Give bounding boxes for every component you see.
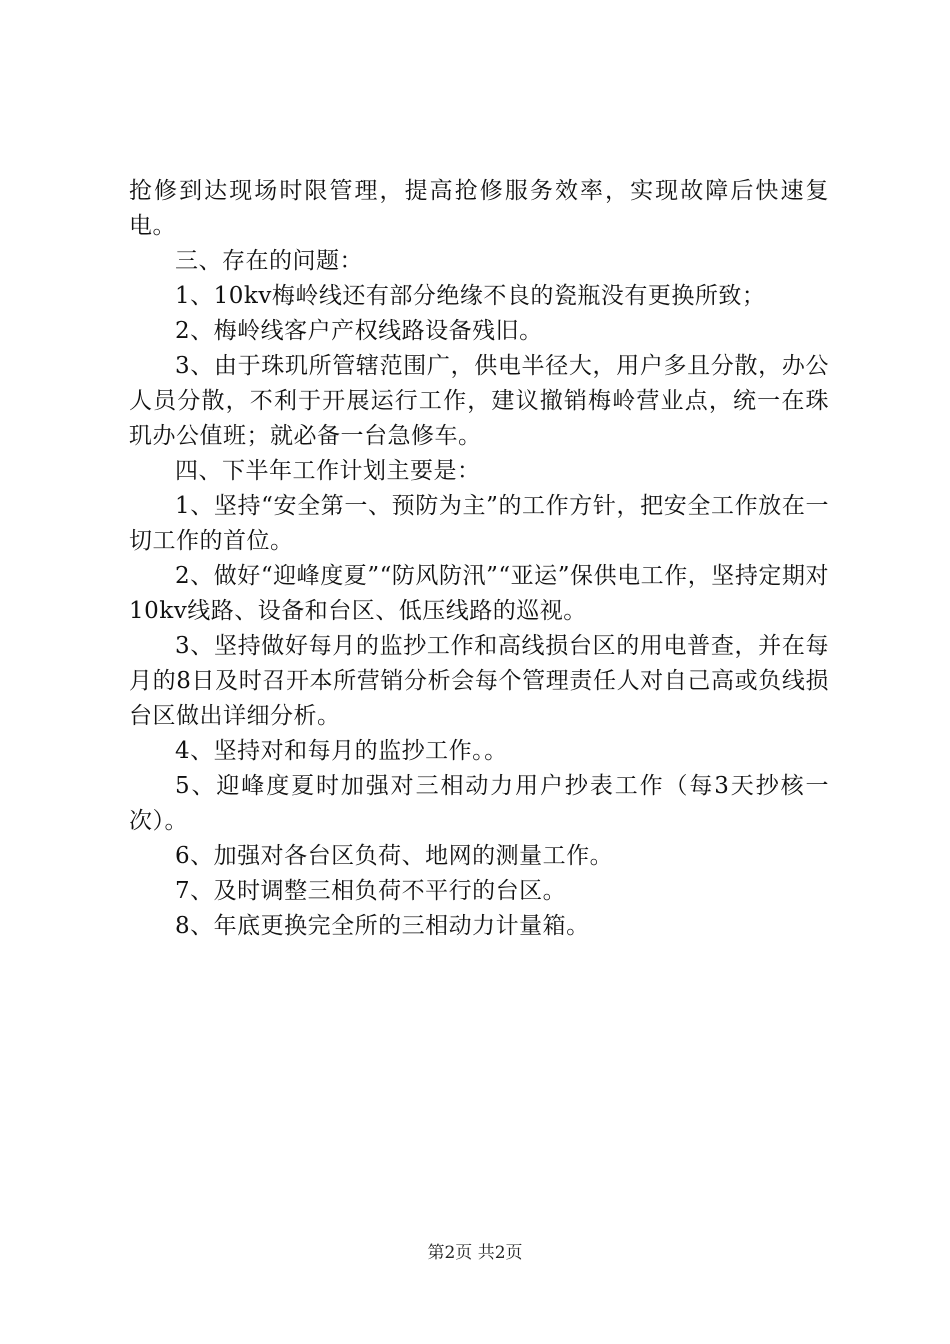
plan-item-2: 2、做好“迎峰度夏”“防风防汛”“亚运”保供电工作，坚持定期对10kv线路、设备和台区、低压线路的巡视。 (129, 563, 829, 624)
problem-item-1: 1、10kv梅岭线还有部分绝缘不良的瓷瓶没有更换所致； (175, 283, 766, 309)
plan-item-5: 5、迎峰度夏时加强对三相动力用户抄表工作（每3天抄核一次）。 (129, 773, 829, 834)
section-heading-problems: 三、存在的问题： (175, 248, 363, 274)
plan-item-7: 7、及时调整三相负荷不平行的台区。 (175, 878, 567, 904)
page-footer (0, 1241, 950, 1265)
plan-item-3: 3、坚持做好每月的监抄工作和高线损台区的用电普查，并在每月的8日及时召开本所营销分析会每个管理责任人对自己高或负线损台区做出详细分析。 (129, 633, 829, 729)
document-body (129, 174, 829, 944)
problem-item-2: 2、梅岭线客户产权线路设备残旧。 (175, 318, 543, 344)
paragraph-continuation: 抢修到达现场时限管理，提高抢修服务效率，实现故障后快速复电。 (129, 178, 829, 239)
section-heading-plan: 四、下半年工作计划主要是： (175, 458, 481, 484)
problem-item-3: 3、由于珠玑所管辖范围广，供电半径大，用户多且分散，办公人员分散，不利于开展运行工作，建议撤销梅岭营业点，统一在珠玑办公值班；就必备一台急修车。 (129, 353, 829, 449)
plan-item-8: 8、年底更换完全所的三相动力计量箱。 (175, 913, 590, 939)
plan-item-1: 1、坚持“安全第一、预防为主”的工作方针，把安全工作放在一切工作的首位。 (129, 493, 829, 554)
plan-item-4: 4、坚持对和每月的监抄工作。。 (175, 738, 508, 764)
plan-item-6: 6、加强对各台区负荷、地网的测量工作。 (175, 843, 614, 869)
page-number-label: 第2页 共2页 (427, 1243, 523, 1263)
